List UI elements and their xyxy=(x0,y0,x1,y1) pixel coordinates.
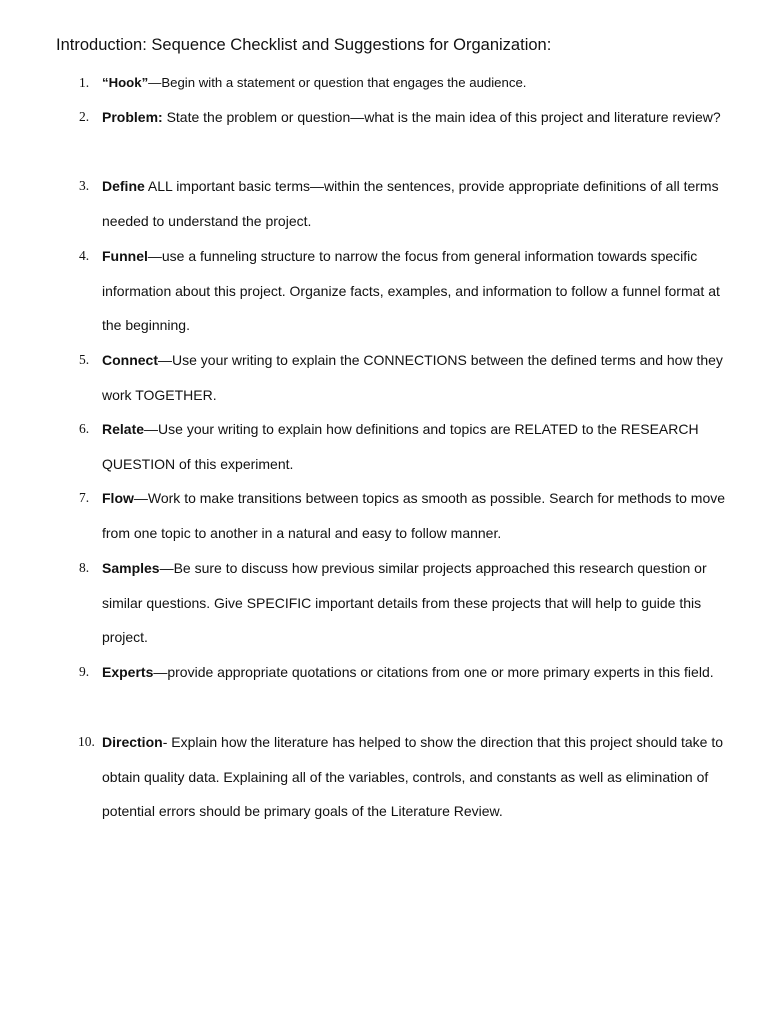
item-body xyxy=(102,655,728,690)
item-body xyxy=(102,100,728,135)
page-title: Introduction: Sequence Checklist and Suggestions for Organization: xyxy=(56,36,552,54)
item-number: 1. xyxy=(79,75,90,90)
item-body xyxy=(102,412,728,481)
item-text: —provide appropriate quotations or citations from one or more primary experts in this field. xyxy=(153,664,714,680)
item-text: —use a funneling structure to narrow the focus from general information towards specific information about this project. Organize facts, examples, and information to follow a funnel format at the beginning. xyxy=(102,248,720,334)
item-body xyxy=(102,481,728,550)
item-text: —Begin with a statement or question that engages the audience. xyxy=(148,75,527,90)
item-term: Relate xyxy=(102,421,145,437)
item-term: Problem: xyxy=(102,109,163,125)
item-text: —Work to make transitions between topics as smooth as possible. Search for methods to move from one topic to another in a natural and easy to follow manner. xyxy=(102,490,726,541)
item-body xyxy=(102,725,728,829)
item-number: 9. xyxy=(79,664,90,679)
item-term: Experts xyxy=(102,664,154,680)
item-text: - Explain how the literature has helped to show the direction that this project should take to obtain quality data. Explaining all of the variables, controls, and constants as well as elimination of potential errors should be primary goals of the Literature Review. xyxy=(102,734,724,820)
item-term: Samples xyxy=(102,560,160,576)
item-body xyxy=(102,66,728,101)
item-number: 3. xyxy=(79,178,90,193)
item-text: ALL important basic terms—within the sentences, provide appropriate definitions of all terms needed to understand the project. xyxy=(102,178,719,229)
item-number: 8. xyxy=(79,560,90,575)
item-number: 5. xyxy=(79,352,90,367)
item-body xyxy=(102,169,728,238)
item-term: Funnel xyxy=(102,248,148,264)
item-text: State the problem or question—what is the main idea of this project and literature review? xyxy=(162,109,721,125)
item-term: Connect xyxy=(102,352,158,368)
item-text: —Use your writing to explain how definitions and topics are RELATED to the RESEARCH QUESTION of this experiment. xyxy=(102,421,699,472)
item-term: “Hook” xyxy=(102,75,149,90)
item-text: —Be sure to discuss how previous similar projects approached this research question or similar questions. Give SPECIFIC important details from these projects that will help to guide this project. xyxy=(102,560,707,646)
item-number: 2. xyxy=(79,109,90,124)
item-body xyxy=(102,343,728,412)
item-number: 6. xyxy=(79,421,90,436)
item-text: —Use your writing to explain the CONNECTIONS between the defined terms and how they work TOGETHER. xyxy=(102,352,723,403)
item-number: 4. xyxy=(79,248,90,263)
item-body xyxy=(102,239,728,343)
item-term: Define xyxy=(102,178,145,194)
item-number: 7. xyxy=(79,490,90,505)
item-number: 10. xyxy=(78,734,95,749)
item-term: Flow xyxy=(102,490,134,506)
item-body xyxy=(102,551,728,655)
item-term: Direction xyxy=(102,734,163,750)
